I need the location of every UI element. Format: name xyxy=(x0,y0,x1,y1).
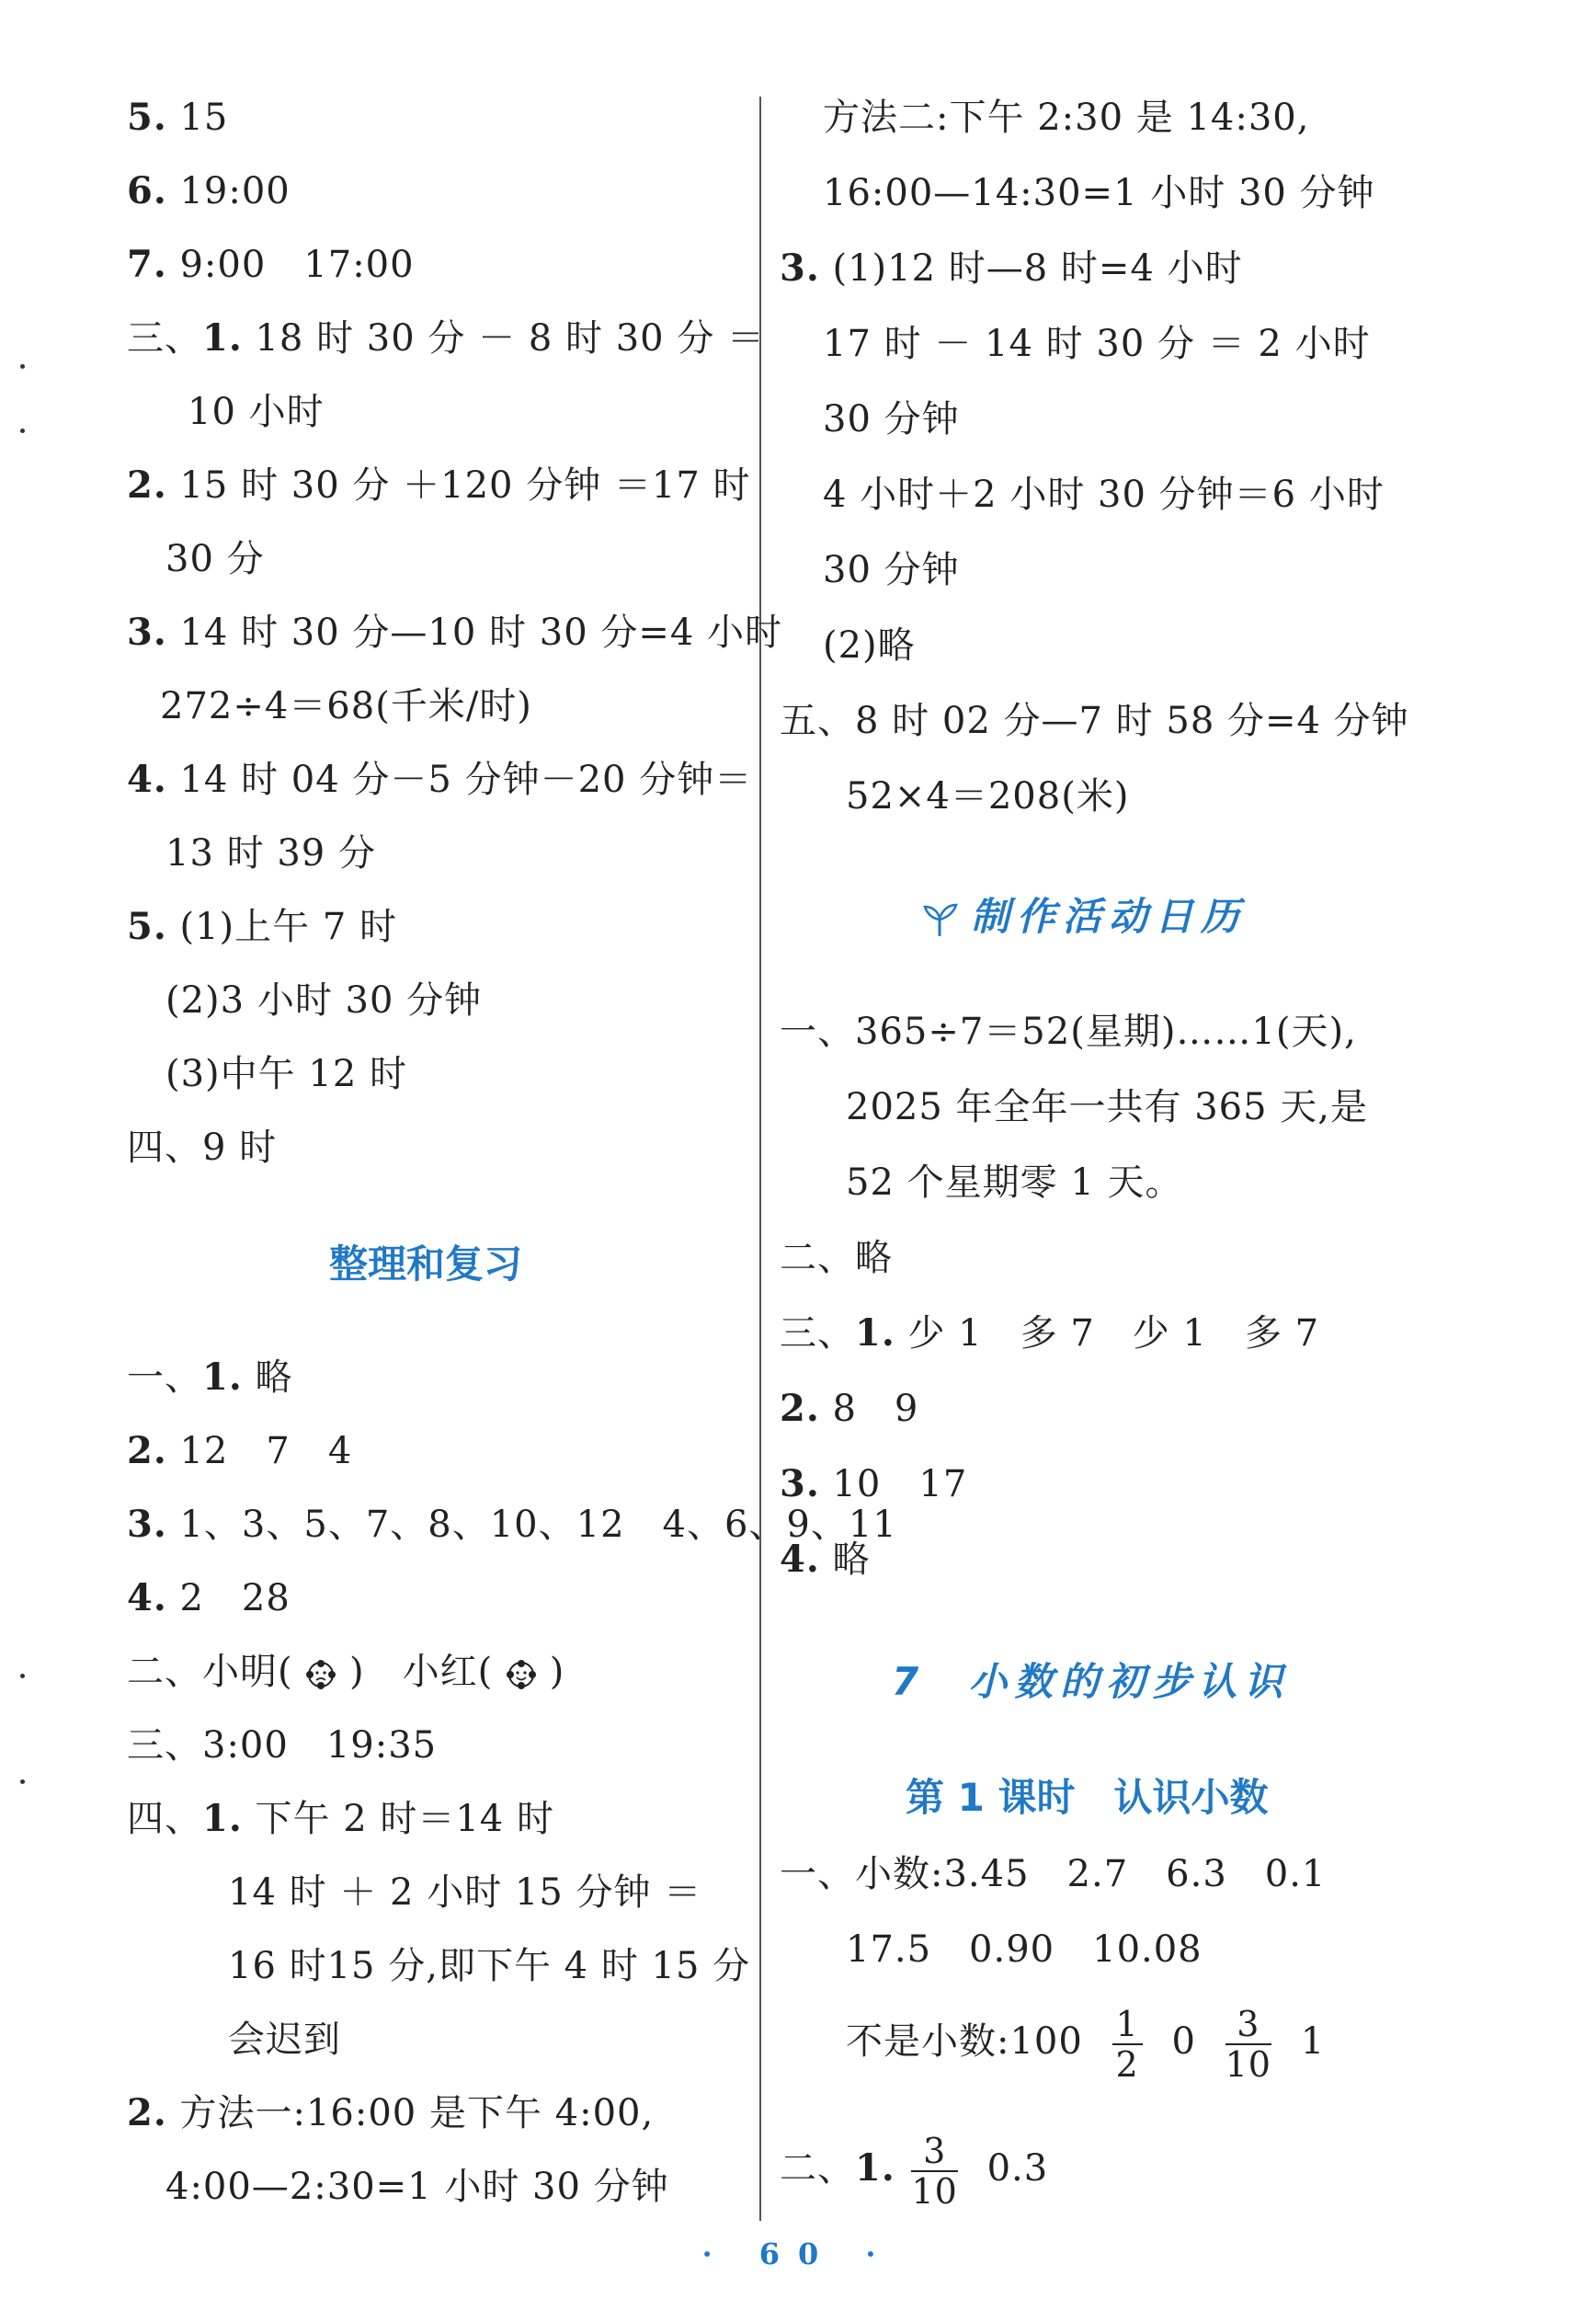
answer-line: 17 时 － 14 时 30 分 ＝ 2 小时 xyxy=(823,323,1371,365)
answer-line: 4. 2 28 xyxy=(127,1576,291,1619)
answer-line: 二、略 xyxy=(780,1237,893,1279)
answer-line: 2. 方法一:16:00 是下午 4:00, xyxy=(127,2091,655,2134)
answer-line: 会迟到 xyxy=(228,2019,341,2061)
answer-line: 10 小时 xyxy=(188,391,325,433)
answer-line: 7. 9:00 17:00 xyxy=(127,243,415,286)
sad-face-icon xyxy=(305,1659,336,1690)
fraction: $\frac{3}{10}$ xyxy=(1225,2004,1271,2085)
answer-line: 二、小明( ) 小红( ) xyxy=(127,1651,565,1693)
section-heading: 制作活动日历 xyxy=(921,894,1247,940)
answer-line: 5. 15 xyxy=(127,96,229,139)
answer-line: 4. 14 时 04 分－5 分钟－20 分钟＝ xyxy=(127,758,753,801)
sprout-icon xyxy=(921,901,958,938)
answer-line: 2025 年全年一共有 365 天,是 xyxy=(846,1086,1369,1128)
answer-line: 不是小数:100 $\frac{1}{2}$ 0 $\frac{3}{10}$ 1 xyxy=(846,2004,1326,2085)
answer-line: 二、1. $\frac{3}{10}$ 0.3 xyxy=(780,2131,1049,2212)
answer-line: 3. 10 17 xyxy=(780,1462,968,1505)
answer-line: 16 时15 分,即下午 4 时 15 分 xyxy=(228,1945,751,1987)
answer-line: 2. 8 9 xyxy=(780,1387,919,1430)
answer-line: 4:00—2:30=1 小时 30 分钟 xyxy=(165,2166,669,2208)
margin-dot xyxy=(20,1779,25,1784)
fraction: $\frac{3}{10}$ xyxy=(911,2131,958,2212)
answer-line: 3. 14 时 30 分—10 时 30 分=4 小时 xyxy=(127,611,783,654)
answer-line: 52 个星期零 1 天。 xyxy=(846,1161,1183,1204)
answer-line: 2. 15 时 30 分 ＋120 分钟 ＝17 时 xyxy=(127,463,751,507)
answer-line: 30 分钟 xyxy=(823,549,960,591)
column-divider xyxy=(759,97,761,2221)
answer-line: 4. 略 xyxy=(780,1538,871,1581)
answer-line: 三、3:00 19:35 xyxy=(127,1724,438,1767)
margin-dot xyxy=(20,1674,25,1678)
answer-line: 13 时 39 分 xyxy=(165,832,376,875)
answer-line: 30 分钟 xyxy=(823,398,960,440)
answer-line: 3. (1)12 时—8 时=4 小时 xyxy=(780,246,1243,290)
answer-line: (3)中午 12 时 xyxy=(165,1053,407,1095)
answer-line: 30 分 xyxy=(165,538,265,580)
answer-line: (2)略 xyxy=(823,624,916,667)
section-heading: 7 小数的初步认识 xyxy=(892,1659,1291,1704)
answer-line: 16:00—14:30=1 小时 30 分钟 xyxy=(823,172,1375,214)
answer-line: 方法二:下午 2:30 是 14:30, xyxy=(823,97,1310,139)
fraction: $\frac{1}{2}$ xyxy=(1112,2005,1143,2084)
answer-line: 14 时 ＋ 2 小时 15 分钟 ＝ xyxy=(228,1871,702,1914)
page-number: · 60 · xyxy=(701,2236,895,2271)
answer-line: 2. 12 7 4 xyxy=(127,1429,353,1472)
section-heading: 整理和复习 xyxy=(329,1241,523,1287)
answer-line: 4 小时＋2 小时 30 分钟＝6 小时 xyxy=(823,474,1385,516)
answer-line: 6. 19:00 xyxy=(127,169,291,212)
answer-line: 五、8 时 02 分—7 时 58 分=4 分钟 xyxy=(780,700,1409,742)
answer-line: 四、9 时 xyxy=(127,1127,278,1169)
margin-dot xyxy=(20,429,25,433)
answer-line: 一、1. 略 xyxy=(127,1355,293,1399)
answer-line: 三、1. 18 时 30 分 － 8 时 30 分 ＝ xyxy=(127,316,766,360)
answer-line: 四、1. 下午 2 时＝14 时 xyxy=(127,1797,554,1840)
answer-line: 52×4＝208(米) xyxy=(846,775,1130,818)
lesson-heading: 第 1 课时 认识小数 xyxy=(906,1775,1269,1820)
answer-line: 一、小数:3.45 2.7 6.3 0.1 xyxy=(780,1853,1327,1895)
answer-line: 17.5 0.90 10.08 xyxy=(846,1928,1203,1971)
answer-line: 3. 1、3、5、7、8、10、12 4、6、9、11 xyxy=(127,1503,897,1546)
answer-line: 5. (1)上午 7 时 xyxy=(127,905,398,948)
answer-line: 一、365÷7＝52(星期)……1(天), xyxy=(780,1011,1357,1053)
margin-dot xyxy=(20,364,25,369)
smile-face-icon xyxy=(506,1659,537,1690)
answer-line: 三、1. 少 1 多 7 少 1 多 7 xyxy=(780,1311,1320,1355)
answer-line: (2)3 小时 30 分钟 xyxy=(165,979,483,1022)
answer-line: 272÷4＝68(千米/时) xyxy=(160,685,532,727)
